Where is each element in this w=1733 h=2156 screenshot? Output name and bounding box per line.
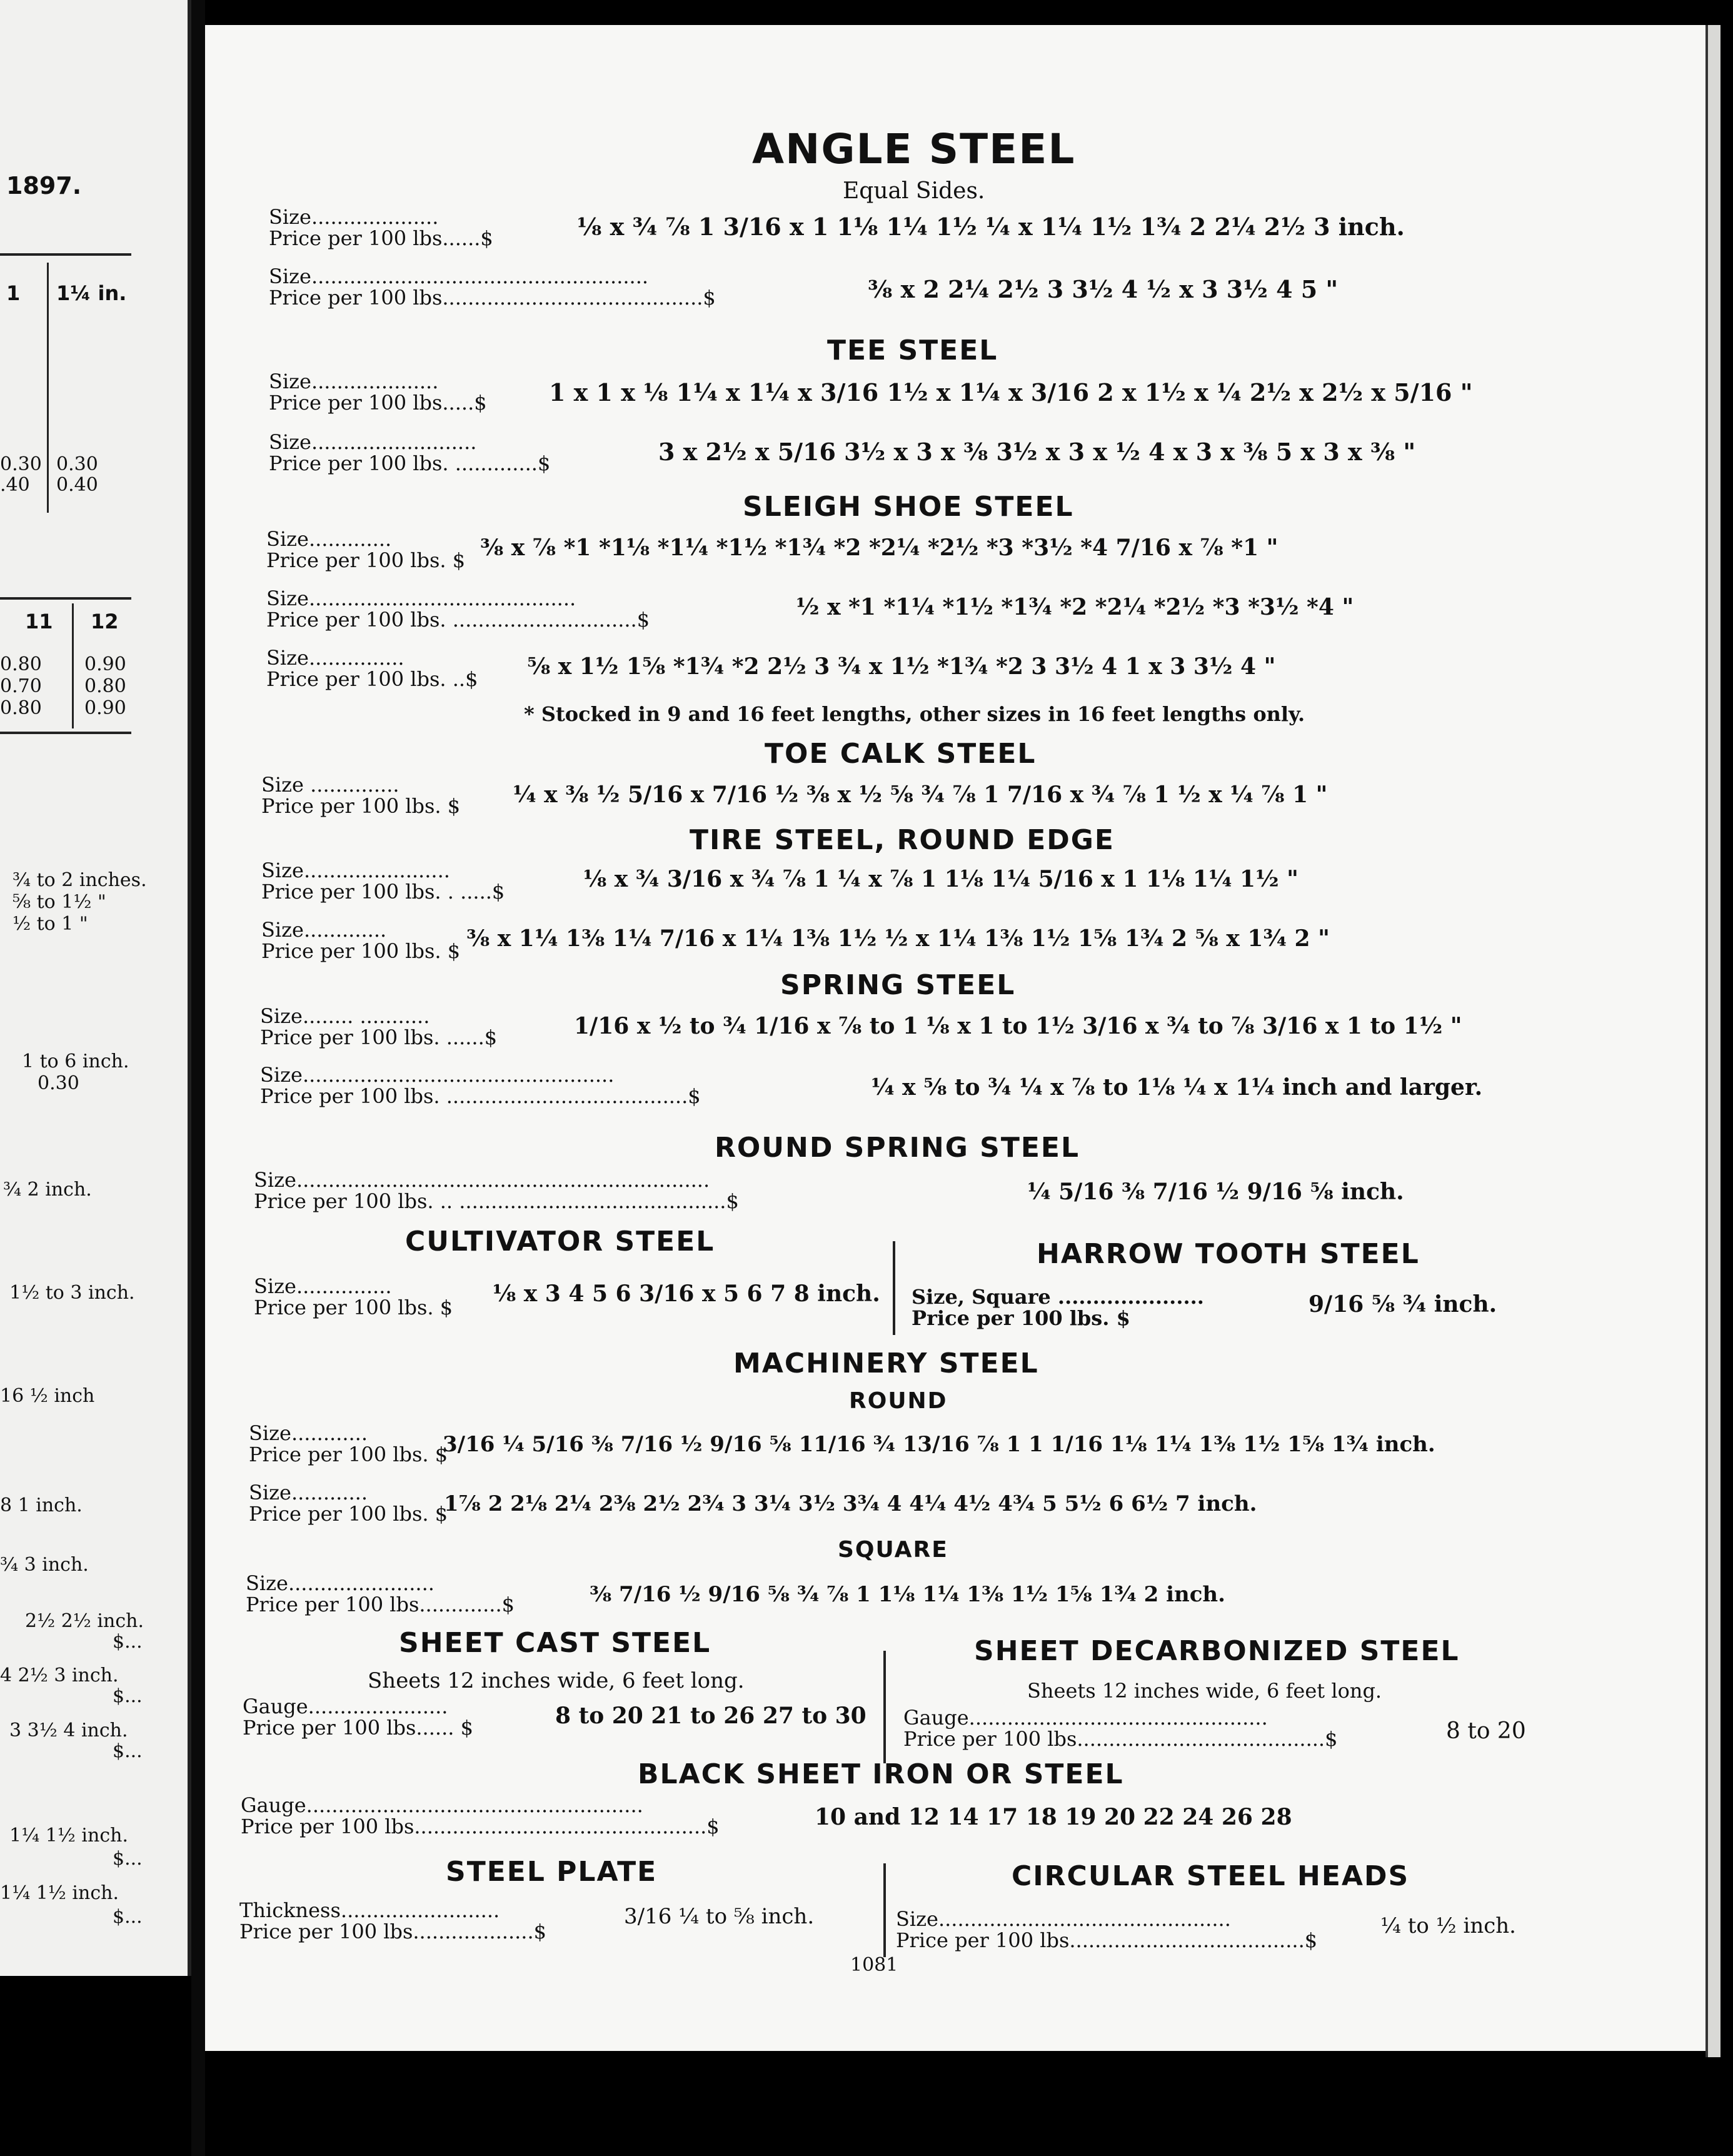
price-label: Price per 100 lbs...................$ [239,1920,546,1943]
size-label: Size................................................................. [254,1168,710,1192]
page-number: 1081 [850,1954,898,1976]
left-line: $... [113,1685,143,1707]
size-label: Size............. [266,527,392,551]
circular-heads-sizes: ¼ to ½ inch. [1380,1913,1516,1938]
left-line: ⅝ to 1½ " [13,891,106,913]
angle-steel-title: ANGLE STEEL [752,125,1076,173]
gauge-label: Gauge...................... [243,1695,448,1718]
price-label: Price per 100 lbs. $ [912,1306,1130,1330]
price-label: Price per 100 lbs..............................................$ [241,1815,720,1838]
left-page-fragment [0,0,191,1976]
page-edge [1705,25,1720,2057]
tee-sizes-row2: 3 x 2½ x 5/16 3½ x 3 x ⅜ 3½ x 3 x ½ 4 x 3 x ⅜ 5 x 3 x ⅜ " [658,438,1416,466]
sheet-cast-gauges: 8 to 20 21 to 26 27 to 30 [555,1703,866,1729]
size-label: Size............. [261,918,387,942]
round-spring-steel-title: ROUND SPRING STEEL [715,1132,1080,1164]
machinery-round-subtitle: ROUND [849,1388,948,1414]
steel-plate-sizes: 3/16 ¼ to ⅝ inch. [624,1904,815,1929]
cell: 0.70 [0,675,42,697]
left-line: 2½ 2½ inch. [25,1610,144,1632]
price-label: Price per 100 lbs.....................................$ [896,1928,1318,1952]
size-label: Size .............. [261,773,399,797]
table2-divider [72,603,74,728]
angle-steel-subtitle: Equal Sides. [843,178,985,204]
price-label: Price per 100 lbs. $ [266,548,466,572]
black-sheet-gauges: 10 and 12 14 17 18 19 20 22 24 26 28 [815,1804,1292,1830]
book-gutter [191,0,205,2156]
column-divider [883,1863,886,1957]
size-label: Size............ [249,1481,368,1504]
col-header-2: 1¼ in. [56,281,127,305]
col-header-12: 12 [91,610,119,633]
cell: 0.90 [84,653,126,675]
price-label: Price per 100 lbs. $ [249,1502,448,1526]
left-line: ¾ 2 inch. [3,1179,92,1201]
cell: 0.40 [56,474,98,496]
col-header-1: 1 [6,281,21,305]
cell: 0.80 [0,653,42,675]
cell: 0.80 [0,697,42,719]
year-label: 1897. [6,172,82,199]
machinery-round-sizes-row2: 1⅞ 2 2⅛ 2¼ 2⅜ 2½ 2¾ 3 3¼ 3½ 3¾ 4 4¼ 4½ 4¾ 5 5½ 6 6½ 7 inch. [444,1491,1257,1516]
size-label: Size............ [249,1421,368,1445]
angle-sizes-row2: ⅜ x 2 2¼ 2½ 3 3½ 4 ½ x 3 3½ 4 5 " [868,275,1339,303]
price-label: Price per 100 lbs. $ [249,1443,448,1466]
toe-calk-steel-title: TOE CALK STEEL [765,738,1037,770]
table-top-rule [0,253,131,256]
size-label: Size............... [266,646,404,670]
machinery-round-sizes-row1: 3/16 ¼ 5/16 ⅜ 7/16 ½ 9/16 ⅝ 11/16 ¾ 13/16 ⅞ 1 1 1/16 1⅛ 1¼ 1⅜ 1½ 1⅝ 1¾ inch. [443,1432,1435,1457]
tee-steel-title: TEE STEEL [827,335,998,366]
harrow-sizes: 9/16 ⅝ ¾ inch. [1309,1291,1497,1317]
tire-sizes-row2: ⅜ x 1¼ 1⅜ 1¼ 7/16 x 1¼ 1⅜ 1½ ½ x 1¼ 1⅜ 1½ 1⅝ 1¾ 2 ⅝ x 1¾ 2 " [466,925,1330,952]
sheet-decarbonized-gauges: 8 to 20 [1446,1718,1526,1744]
price-label: Price per 100 lbs.........................................$ [269,286,716,310]
size-label: Size.............................................. [896,1907,1231,1931]
left-line: 1 to 6 inch. [22,1050,129,1072]
catalog-page [205,25,1705,2051]
sleigh-sizes-row3: ⅝ x 1½ 1⅝ *1¾ *2 2½ 3 ¾ x 1½ *1¾ *2 3 3½ 4 1 x 3 3½ 4 " [527,653,1276,680]
harrow-tooth-steel-title: HARROW TOOTH STEEL [1037,1238,1420,1270]
machinery-square-subtitle: SQUARE [838,1537,948,1563]
angle-sizes-row1: ⅛ x ¾ ⅞ 1 3/16 x 1 1⅛ 1¼ 1½ ¼ x 1¼ 1½ 1¾ 2 2¼ 2½ 3 inch. [577,213,1405,241]
cell: 0.30 [0,453,42,475]
col-header-11: 11 [25,610,53,633]
table-divider [47,263,49,513]
left-line: $... [113,1906,143,1928]
cell: 0.30 [56,453,98,475]
size-label: Size................................................. [260,1063,615,1087]
price-label: Price per 100 lbs. . .....$ [261,880,505,904]
cultivator-sizes: ⅛ x 3 4 5 6 3/16 x 5 6 7 8 inch. [493,1281,880,1307]
sleigh-sizes-row2: ½ x *1 *1¼ *1½ *1¾ *2 *2¼ *2½ *3 *3½ *4 " [796,594,1354,620]
left-line: $... [113,1740,143,1762]
left-line: 1¼ 1½ inch. [0,1882,119,1904]
machinery-square-sizes: ⅜ 7/16 ½ 9/16 ⅝ ¾ ⅞ 1 1⅛ 1¼ 1⅜ 1½ 1⅝ 1¾ 2 inch. [590,1582,1225,1607]
spring-sizes-row1: 1/16 x ½ to ¾ 1/16 x ⅞ to 1 ⅛ x 1 to 1½ 3/16 x ¾ to ⅞ 3/16 x 1 to 1½ " [574,1013,1462,1039]
sheet-decarbonized-steel-title: SHEET DECARBONIZED STEEL [974,1635,1460,1667]
size-label: Size.......................... [269,430,477,454]
sheet-cast-subtitle: Sheets 12 inches wide, 6 feet long. [368,1668,745,1693]
price-label: Price per 100 lbs.............$ [246,1593,515,1616]
price-label: Price per 100 lbs.....$ [269,391,487,415]
spring-sizes-row2: ¼ x ⅝ to ¾ ¼ x ⅞ to 1⅛ ¼ x 1¼ inch and larger. [871,1074,1483,1101]
left-line: $... [113,1848,143,1870]
size-label: Size.................... [269,370,439,393]
price-label: Price per 100 lbs. $ [261,794,461,818]
left-line: 3 3½ 4 inch. [9,1720,128,1741]
price-label: Price per 100 lbs. $ [261,939,461,963]
size-label: Size....................... [261,859,450,882]
round-spring-sizes: ¼ 5/16 ⅜ 7/16 ½ 9/16 ⅝ inch. [1027,1179,1404,1205]
size-label: Size.......................................... [266,587,576,610]
left-line: 4 2½ 3 inch. [0,1665,119,1686]
left-line: ¾ 3 inch. [0,1554,89,1576]
size-label: Size..................................................... [269,264,649,288]
left-line: 1¼ 1½ inch. [9,1825,128,1846]
price-label: Price per 100 lbs. ......$ [260,1025,498,1049]
sheet-decarbonized-subtitle: Sheets 12 inches wide, 6 feet long. [1027,1679,1382,1703]
price-label: Price per 100 lbs. .. ..........................................$ [254,1189,739,1213]
left-line: 1½ to 3 inch. [9,1282,135,1304]
tire-sizes-row1: ⅛ x ¾ 3/16 x ¾ ⅞ 1 ¼ x ⅞ 1 1⅛ 1¼ 5/16 x 1 1⅛ 1¼ 1½ " [583,866,1298,892]
left-line: ¾ to 2 inches. [13,869,147,891]
left-line: ½ to 1 " [13,913,88,935]
size-label: Size.................... [269,205,439,229]
left-line: 0.30 [38,1072,79,1094]
gauge-label: Gauge............................................... [903,1706,1268,1730]
spring-steel-title: SPRING STEEL [780,969,1016,1001]
cultivator-steel-title: CULTIVATOR STEEL [405,1226,715,1257]
cell: 0.90 [84,697,126,719]
column-divider [883,1651,886,1763]
price-label: Price per 100 lbs. .............................$ [266,608,650,632]
sheet-cast-steel-title: SHEET CAST STEEL [399,1627,711,1659]
cell: .40 [0,474,30,496]
cell: 0.80 [84,675,126,697]
price-label: Price per 100 lbs. .............$ [269,451,551,475]
size-label: Size............... [254,1274,392,1298]
tire-steel-title: TIRE STEEL, ROUND EDGE [690,824,1115,856]
machinery-steel-title: MACHINERY STEEL [733,1348,1039,1379]
price-label: Price per 100 lbs...... $ [243,1716,473,1740]
price-label: Price per 100 lbs. $ [254,1296,453,1319]
table2-bottom-rule [0,732,131,734]
tee-sizes-row1: 1 x 1 x ⅛ 1¼ x 1¼ x 3/16 1½ x 1¼ x 3/16 2 x 1½ x ¼ 2½ x 2½ x 5/16 " [549,378,1473,406]
column-divider [893,1241,895,1335]
price-label: Price per 100 lbs......$ [269,226,493,250]
price-label: Price per 100 lbs. ......................................$ [260,1084,701,1108]
circular-steel-heads-title: CIRCULAR STEEL HEADS [1012,1860,1410,1892]
left-line: 8 1 inch. [0,1494,83,1516]
size-label: Size....................... [246,1571,435,1595]
black-sheet-iron-title: BLACK SHEET IRON OR STEEL [638,1758,1124,1790]
toe-sizes-row1: ¼ x ⅜ ½ 5/16 x 7/16 ½ ⅜ x ½ ⅝ ¾ ⅞ 1 7/16 x ¾ ⅞ 1 ½ x ¼ ⅞ 1 " [513,782,1328,808]
steel-plate-title: STEEL PLATE [446,1856,658,1888]
thickness-label: Thickness......................... [239,1898,500,1922]
size-label: Size, Square ..................... [912,1285,1204,1309]
gauge-label: Gauge..................................................... [241,1793,643,1817]
sleigh-footnote: * Stocked in 9 and 16 feet lengths, other sizes in 16 feet lengths only. [524,702,1305,726]
price-label: Price per 100 lbs.......................................$ [903,1727,1338,1751]
size-label: Size........ ........... [260,1004,430,1028]
sleigh-shoe-steel-title: SLEIGH SHOE STEEL [743,491,1074,523]
sleigh-sizes-row1: ⅜ x ⅞ *1 *1⅛ *1¼ *1½ *1¾ *2 *2¼ *2½ *3 *3½ *4 7/16 x ⅞ *1 " [480,535,1278,561]
left-line: 16 ½ inch [0,1385,95,1407]
price-label: Price per 100 lbs. ..$ [266,667,478,691]
left-line: $... [113,1631,143,1653]
table2-top-rule [0,597,131,600]
